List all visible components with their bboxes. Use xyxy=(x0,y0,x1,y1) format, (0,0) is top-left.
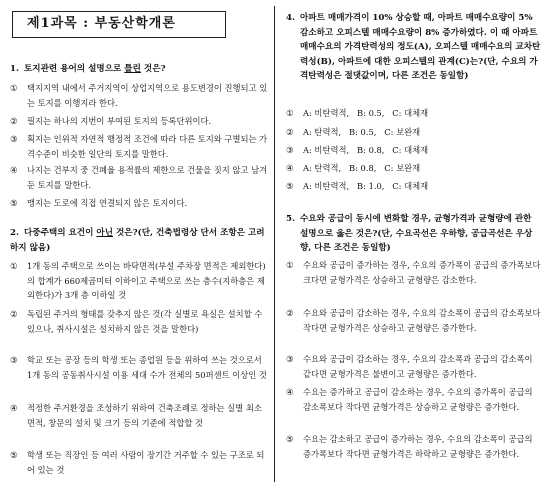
q4-option-5[interactable] xyxy=(286,179,542,194)
option-text: 독립된 주거의 형태를 갖추지 않은 것(각 실별로 욕실은 설치할 수 있으나, 취사시설은 설치하지 않은 것을 말한다) xyxy=(27,309,263,334)
column-divider xyxy=(274,6,275,482)
stem-text: 다중주택의 요건이 xyxy=(24,228,97,238)
stem-text: 토지관련 용어의 설명으로 xyxy=(24,64,125,74)
option-mark: ② xyxy=(286,308,294,318)
option-mark: ③ xyxy=(286,354,294,364)
question-4-stem xyxy=(286,11,542,84)
q4-option-2[interactable] xyxy=(286,125,542,140)
option-text: 수요와 공급이 증가하는 경우, 수요의 증가폭이 공급의 증가폭보다 크다면 균형가격은 상승하고 균형량은 감소한다. xyxy=(303,260,541,285)
question-5-stem xyxy=(286,212,542,256)
question-number: 5. xyxy=(286,214,295,224)
option-text: 수요는 증가하고 공급이 감소하는 경우, 수요의 증가폭이 공급의 감소폭보다 작다면 균형가격은 상승하고 균형량은 증가한다. xyxy=(303,387,533,412)
q4-option-3[interactable] xyxy=(286,143,542,158)
q2-option-1[interactable] xyxy=(10,259,268,303)
option-mark: ⑤ xyxy=(286,181,294,191)
option-text: 학생 또는 직장인 등 여러 사람이 장기간 거주할 수 있는 구조로 되어 있는 것 xyxy=(27,450,265,475)
question-1-stem xyxy=(10,62,268,77)
option-text: 수요와 공급이 감소하는 경우, 수요의 감소폭과 공급의 감소폭이 같다면 균형가격은 불변이고 균형량은 증가한다. xyxy=(303,354,533,379)
option-mark: ④ xyxy=(286,387,294,397)
option-text: A: 비탄력적, B: 1.0, C: 대체재 xyxy=(303,181,429,191)
q5-option-4[interactable] xyxy=(286,385,542,414)
stem-text: 아파트 매매가격이 10% 상승할 때, 아파트 매매수요량이 5% 감소하고 오피스텔 매매수요량이 8% 증가하였다. 이 때 아파트 매매수요의 가격탄력성의 정도(A), 오피스텔 매매수요의 교차탄력성(B), 아파트에 대한 오피스텔의 관계(C)는?(단, 수요의 가격탄력성은 절댓값이며, 다른 조건은 동일함) xyxy=(300,13,541,82)
q2-option-5[interactable] xyxy=(10,448,268,477)
q4-option-4[interactable] xyxy=(286,161,542,176)
option-mark: ③ xyxy=(10,134,18,144)
stem-text: 것은?(단, 건축법령상 단서 조항은 고려하지 않음) xyxy=(10,228,265,253)
stem-underline: 아닌 xyxy=(96,228,114,238)
option-text: 1개 동의 주택으로 쓰이는 바닥면적(부설 주차장 면적은 제외한다)의 합계가 660제곱미터 이하이고 주택으로 쓰는 층수(지하층은 제외한다)가 3개 층 이하일 것 xyxy=(27,261,266,301)
stem-text: 수요와 공급이 동시에 변화할 경우, 균형가격과 균형량에 관한 설명으로 옳은 것은?(단, 수요곡선은 우하향, 공급곡선은 우상향, 다른 조건은 동일함) xyxy=(300,214,533,254)
option-mark: ③ xyxy=(10,355,18,365)
option-text: A: 탄력적, B: 0.5, C: 보완재 xyxy=(303,127,421,137)
q5-option-3[interactable] xyxy=(286,352,542,381)
option-text: 맹지는 도로에 직접 연결되지 않은 토지이다. xyxy=(27,198,188,208)
question-2-stem xyxy=(10,226,268,255)
q2-option-4[interactable] xyxy=(10,401,268,430)
stem-text: 것은? xyxy=(140,64,166,74)
option-mark: ⑤ xyxy=(10,450,18,460)
q1-option-3[interactable] xyxy=(10,132,268,161)
option-text: 필지는 하나의 지번이 부여된 토지의 등록단위이다. xyxy=(27,116,212,126)
option-mark: ⑤ xyxy=(286,434,294,444)
subject-title: 제1과목 : 부동산학개론 xyxy=(12,11,226,38)
q2-option-3[interactable] xyxy=(10,353,268,382)
option-mark: ① xyxy=(286,108,294,118)
question-number: 4. xyxy=(286,13,295,23)
option-text: 택지지역 내에서 주거지역이 상업지역으로 용도변경이 진행되고 있는 토지를 이행지라 한다. xyxy=(27,83,268,108)
question-number: 1. xyxy=(10,64,19,74)
q5-option-2[interactable] xyxy=(286,306,542,335)
option-text: A: 비탄력적, B: 0.8, C: 대체재 xyxy=(303,145,429,155)
option-mark: ② xyxy=(10,116,18,126)
q4-option-1[interactable] xyxy=(286,106,542,121)
q5-option-5[interactable] xyxy=(286,432,542,461)
question-number: 2. xyxy=(10,228,19,238)
option-mark: ① xyxy=(286,260,294,270)
option-text: 적정한 주거환경을 조성하기 위하여 건축조례로 정하는 실별 최소 면적, 창문의 설치 및 크기 등의 기준에 적합할 것 xyxy=(27,403,262,428)
option-mark: ④ xyxy=(286,163,294,173)
q1-option-1[interactable] xyxy=(10,81,268,110)
stem-underline: 틀린 xyxy=(124,64,141,74)
option-text: 수요와 공급이 감소하는 경우, 수요의 감소폭이 공급의 감소폭보다 작다면 균형가격은 상승하고 균형량은 증가한다. xyxy=(303,308,541,333)
option-mark: ① xyxy=(10,261,18,271)
option-mark: ② xyxy=(10,309,18,319)
q5-option-1[interactable] xyxy=(286,258,542,287)
q2-option-2[interactable] xyxy=(10,307,268,336)
option-mark: ⑤ xyxy=(10,198,18,208)
option-mark: ② xyxy=(286,127,294,137)
option-text: A: 비탄력적, B: 0.5, C: 대체재 xyxy=(303,108,429,118)
option-text: 수요는 감소하고 공급이 증가하는 경우, 수요의 감소폭이 공급의 증가폭보다 작다면 균형가격은 하락하고 균형량은 증가한다. xyxy=(303,434,533,459)
q1-option-5[interactable] xyxy=(10,196,268,211)
option-text: 학교 또는 공장 등의 학생 또는 종업원 등을 위하여 쓰는 것으로서 1개 동의 공동취사시설 이용 세대 수가 전체의 50퍼센트 이상인 것 xyxy=(27,355,267,380)
q1-option-2[interactable] xyxy=(10,114,268,129)
option-mark: ① xyxy=(10,83,18,93)
option-mark: ④ xyxy=(10,165,18,175)
option-text: 획지는 인위적 자연적 행정적 조건에 따라 다른 토지와 구별되는 가격수준이 비슷한 일단의 토지를 말한다. xyxy=(27,134,268,159)
option-mark: ④ xyxy=(10,403,18,413)
option-text: A: 탄력적, B: 0.8, C: 보완재 xyxy=(303,163,421,173)
q1-option-4[interactable] xyxy=(10,163,268,192)
option-text: 나지는 건부지 중 건폐율 용적률의 제한으로 건물을 짓지 않고 남겨둔 토지를 말한다. xyxy=(27,165,268,190)
option-mark: ③ xyxy=(286,145,294,155)
